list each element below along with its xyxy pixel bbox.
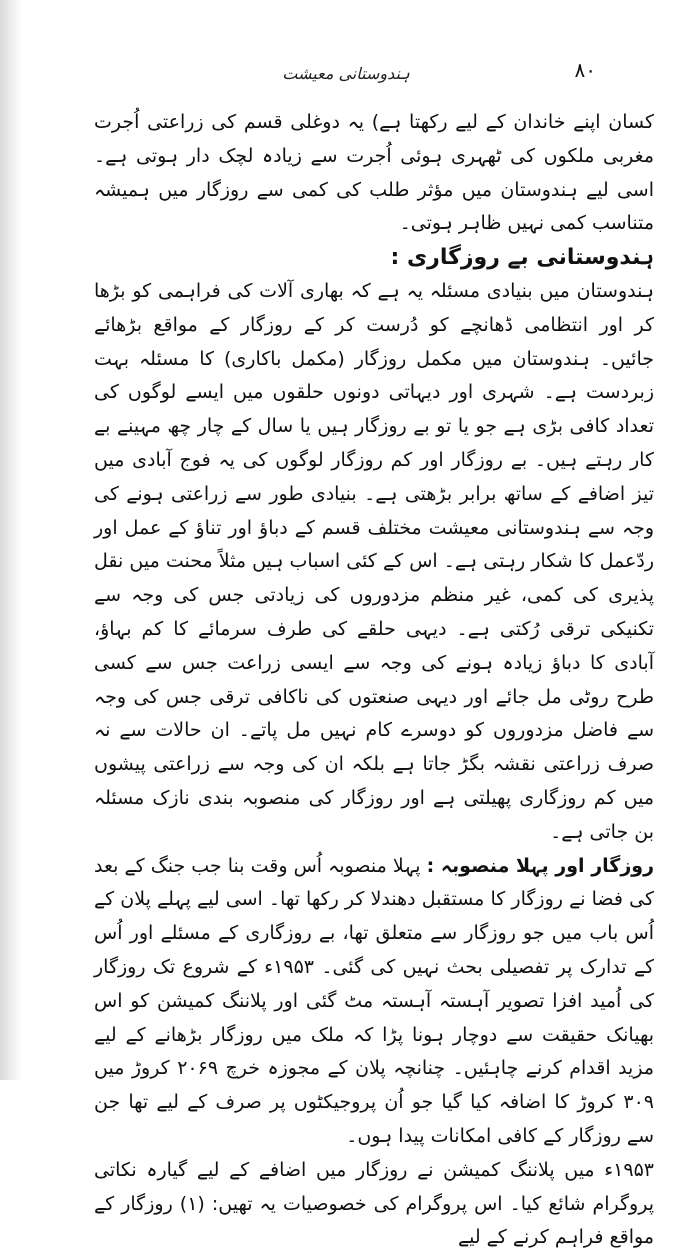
section-heading-unemployment: ہندوستانی بے روزگاری : <box>390 245 654 271</box>
book-page <box>22 20 670 1249</box>
page-header <box>22 58 670 88</box>
paragraph-3 <box>94 850 654 1154</box>
page-gutter-shadow <box>0 0 22 1080</box>
paragraph-2: ہندوستان میں بنیادی مسئلہ یہ ہے کہ بھاری آلات کی فراہمی کو بڑھا کر اور انتظامی ڈھانچے کو دُرست کر کے روزگار کے مواقع بڑھائے جائیں۔ ہندوستان میں مکمل روزگار (مکمل باکاری) کا مسئلہ بہت زبردست ہے۔ شہری اور دیہاتی دونوں حلقوں میں ایسے لوگوں کی تعداد کافی بڑی ہے جو یا تو بے روزگار ہیں یا سال کے چار چھ مہینے بے کار رہتے ہیں۔ بے روزگار اور کم روزگار لوگوں کی یہ فوج آبادی میں تیز اضافے کے ساتھ برابر بڑھتی ہے۔ بنیادی طور سے زراعتی ہونے کی وجہ سے ہندوستانی معیشت مختلف قسم کے دباؤ اور تناؤ کے عمل اور ردّعمل کا شکار رہتی ہے۔ اس کے کئی اسباب ہیں مثلاً محنت میں نقل پذیری کی کمی، غیر منظم مزدوروں کی زیادتی جس کی وجہ سے تکنیکی ترقی رُکتی ہے۔ دیہی حلقے کی طرف سرمائے کا کم بہاؤ، آبادی کا دباؤ زیادہ ہونے کی وجہ سے ایسی زراعت جس سے کسی طرح روٹی مل جائے اور دیہی صنعتوں کی ناکافی ترقی جس کی وجہ سے فاضل مزدوروں کو دوسرے کام نہیں مل پاتے۔ ان حالات سے نہ صرف زراعتی نقشہ بگڑ جاتا ہے بلکہ ان کی وجہ سے زراعتی پیشوں میں کم روزگاری پھیلتی ہے اور روزگار کی منصوبہ بندی نازک مسئلہ بن جاتی ہے۔ <box>94 279 654 843</box>
section-heading-first-plan: روزگار اور پہلا منصوبہ : <box>426 854 655 877</box>
page-number: ۸۰ <box>574 58 596 82</box>
paragraph-1: کسان اپنے خاندان کے لیے رکھتا ہے) یہ دوغلی قسم کی زراعتی اُجرت مغربی ملکوں کی ٹھہری ہوئی اُجرت سے زیادہ لچک دار ہوتی ہے۔ اسی لیے ہندوستان میں مؤثر طلب کی کمی سے روزگار میں ہمیشہ متناسب کمی نہیں ظاہر ہوتی۔ <box>94 111 654 235</box>
body-text <box>94 106 654 1255</box>
running-title: ہندوستانی معیشت <box>282 64 410 83</box>
paragraph-3-text: پہلا منصوبہ اُس وقت بنا جب جنگ کے بعد کی فضا نے روزگار کا مستقبل دھندلا کر رکھا تھا۔ اسی لیے پہلے پلان کے اُس باب میں جو روزگار سے متعلق تھا، بے روزگاری کے مسئلے اور اُس کے تدارک پر تفصیلی بحث نہیں کی گئی۔ ۱۹۵۳ء کے شروع تک روزگار کی اُمید افزا تصویر آہستہ آہستہ مٹ گئی اور پلاننگ کمیشن کو اس بھیانک حقیقت سے دوچار ہونا پڑا کہ ملک میں روزگار بڑھانے کے لیے مزید اقدام کرنے چاہئیں۔ چنانچہ پلان کے مجوزہ خرچ ۲۰۶۹ کروڑ میں ۳۰۹ کروڑ کا اضافہ کیا گیا جو اُن پروجیکٹوں پر صرف کے لیے تھا جن سے روزگار کے کافی امکانات پیدا ہوں۔ <box>94 854 654 1147</box>
paragraph-4: ۱۹۵۳ء میں پلاننگ کمیشن نے روزگار میں اضافے کے لیے گیارہ نکاتی پروگرام شائع کیا۔ اس پروگرام کی خصوصیات یہ تھیں: (۱) روزگار کے مواقع فراہم کرنے کے لیے <box>94 1158 654 1249</box>
